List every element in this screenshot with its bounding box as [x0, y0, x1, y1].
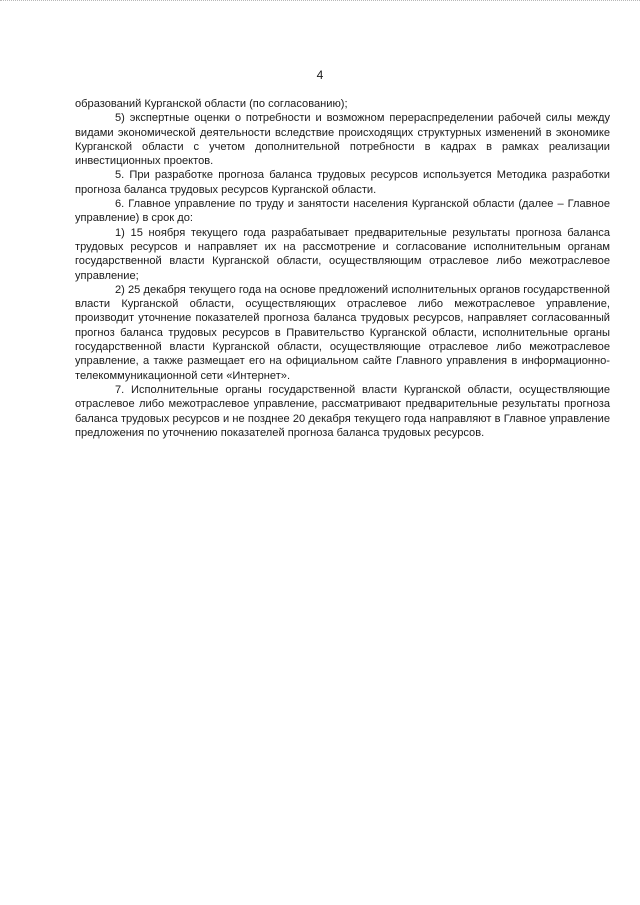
paragraph-clause-6-main-department: 6. Главное управление по труду и занятости населения Курганской области (далее – Главное управление) в срок до:: [75, 198, 610, 225]
document-body: [75, 97, 610, 440]
page-number: 4: [316, 68, 324, 82]
paragraph-clause-5-methodology: 5. При разработке прогноза баланса трудовых ресурсов используется Методика разработки прогноза баланса трудовых ресурсов Курганской области.: [75, 169, 610, 196]
paragraph-continuation: образований Курганской области (по согласованию);: [75, 98, 348, 110]
paragraph-item-5-expert-assessments: 5) экспертные оценки о потребности и возможном перераспределении рабочей силы между видами экономической деятельности вследствие происходящих структурных изменений в экономике Курганской области с учетом дополнительной потребности в кадрах в рамках реализации инвестиционных проектов.: [75, 112, 610, 168]
paragraph-subitem-2-december: 2) 25 декабря текущего года на основе предложений исполнительных органов государственной власти Курганской области, осуществляющих отраслевое либо межотраслевое управление, производит уточнение показателей прогноза баланса трудовых ресурсов, направляет согласованный прогноз баланса трудовых ресурсов в Правительство Курганской области, исполнительные органы государственной власти Курганской области, осуществляющие отраслевое либо межотраслевое управление, а также размещает его на официальном сайте Главного управления в информационно-телекоммуникационной сети «Интернет».: [75, 283, 610, 382]
paragraph-subitem-1-november: 1) 15 ноября текущего года разрабатывает предварительные результаты прогноза баланса трудовых ресурсов и направляет их на рассмотрение и согласование исполнительным органам государственной власти Курганской области, осуществляющим отраслевое либо межотраслевое управление;: [75, 226, 610, 282]
paragraph-clause-7-executive-bodies: 7. Исполнительные органы государственной власти Курганской области, осуществляющие отраслевое либо межотраслевое управление, рассматривают предварительные результаты прогноза баланса трудовых ресурсов и не позднее 20 декабря текущего года направляют в Главное управление предложения по уточнению показателей прогноза баланса трудовых ресурсов.: [75, 383, 610, 439]
scan-top-edge: [0, 0, 640, 6]
